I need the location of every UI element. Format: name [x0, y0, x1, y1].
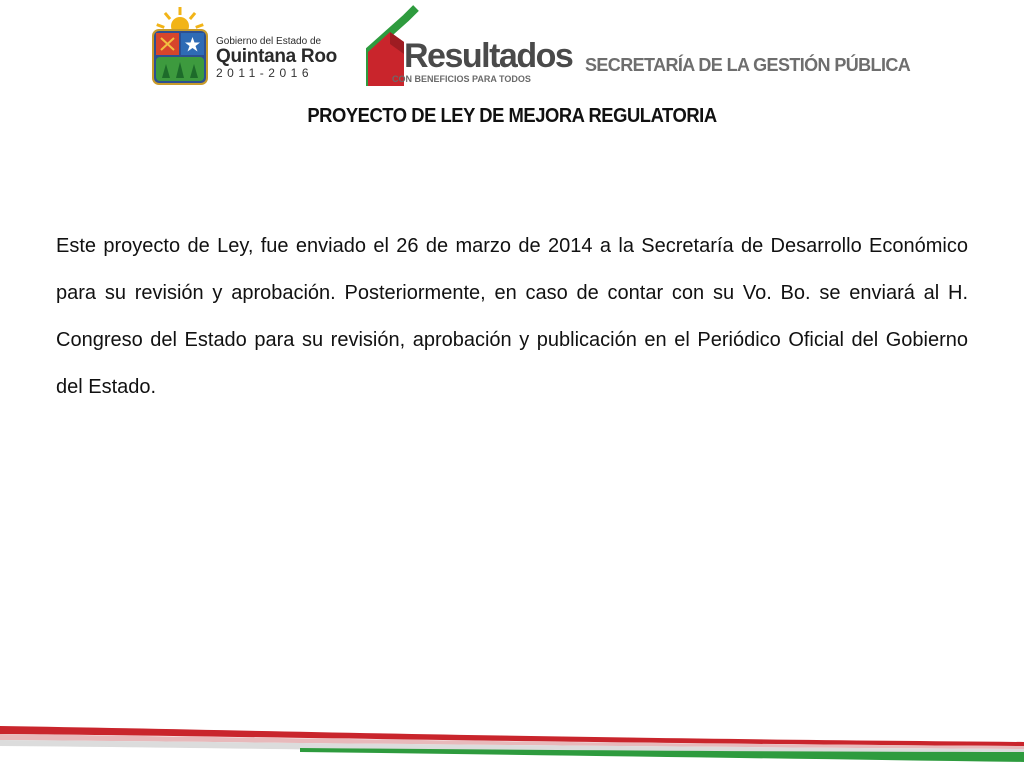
gov-logo-line1: Gobierno del Estado de [216, 36, 322, 47]
secretaria-name: SECRETARÍA DE LA GESTIÓN PÚBLICA [585, 55, 911, 75]
gov-logo-years: 2011-2016 [216, 66, 313, 80]
header [0, 0, 1024, 96]
page-title: PROYECTO DE LEY DE MEJORA REGULATORIA [307, 105, 717, 127]
state-seal-icon [150, 4, 210, 86]
footer-swoosh-decoration [0, 712, 1024, 768]
gov-logo-text [216, 36, 356, 80]
body-paragraph: Este proyecto de Ley, fue enviado el 26 de marzo de 2014 a la Secretaría de Desarrollo Económico para su revisión y aprobación. Posteriormente, en caso de contar con su Vo. Bo. se enviará al H. Congreso del Estado para su revisión, aprobación y publicación en el Periódico Oficial del Gobierno del Estado. [56, 235, 968, 398]
resultados-word: Resultados [404, 37, 573, 75]
gov-logo-line2: Quintana Roo [216, 46, 337, 67]
resultados-subtitle: CON BENEFICIOS PARA TODOS [392, 74, 531, 84]
